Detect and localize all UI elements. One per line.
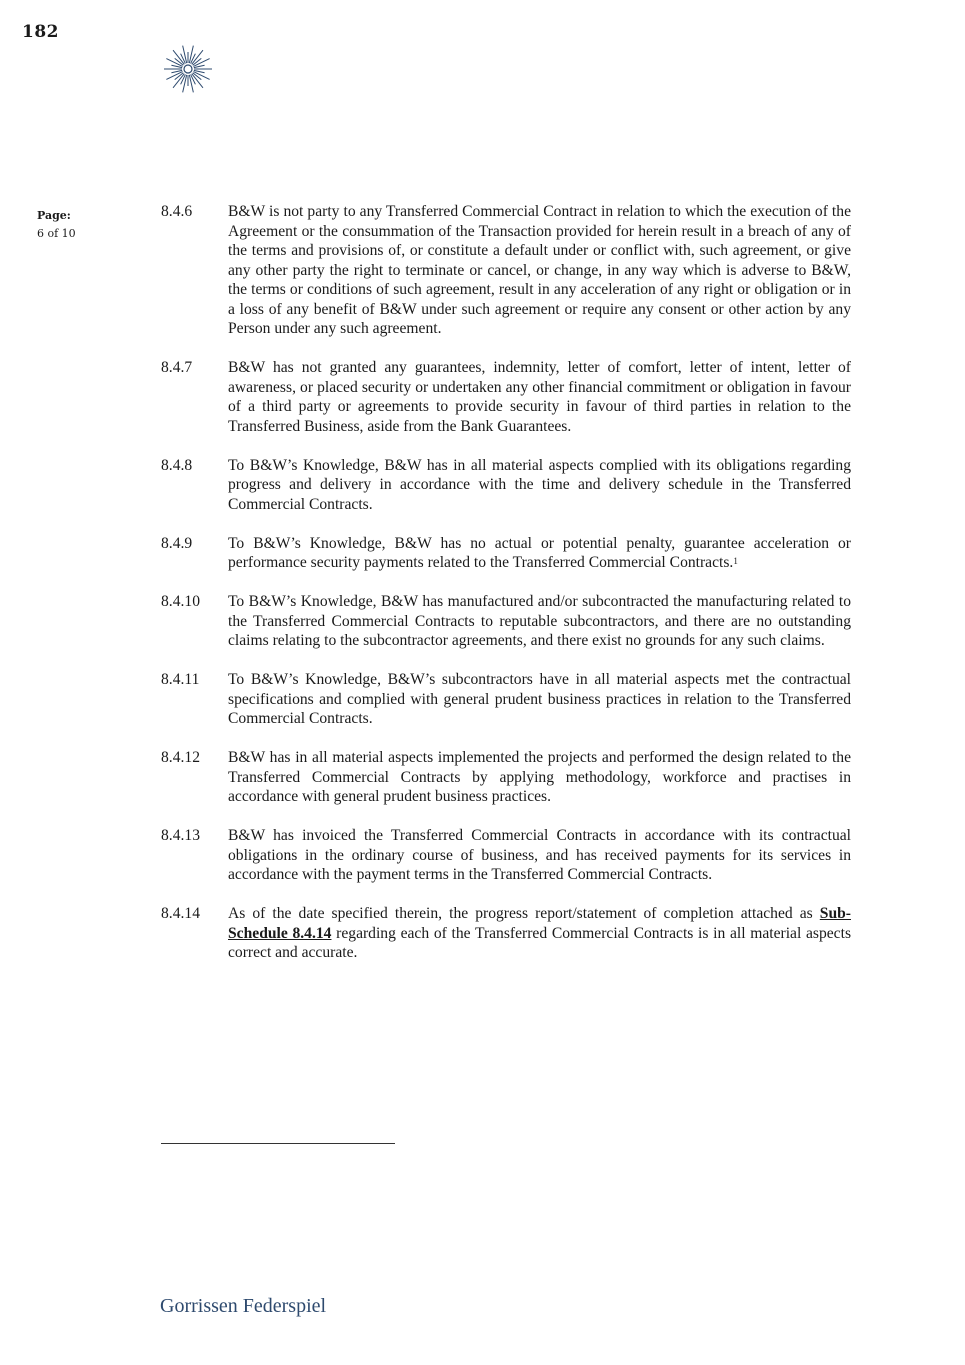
clause-text: B&W has not granted any guarantees, indemnity, letter of comfort, letter of intent, letter of awareness, or placed security or undertaken any other financial commitment or obligation in favour of a third party or agreements to provide security in favour of third parties in relation to the Transferred Business, aside from the Bank Guarantees.	[228, 359, 851, 435]
footnote-divider	[161, 1143, 395, 1144]
starburst-icon	[159, 44, 217, 94]
clause-number: 8.4.14	[161, 905, 200, 922]
clause-text: To B&W’s Knowledge, B&W has in all material aspects complied with its obligations regarding progress and delivery in accordance with the time and delivery schedule in the Transferred Commercial Contracts.	[228, 456, 851, 513]
clause-text-after: regarding each of the Transferred Commercial Contracts is in all material aspects correct and accurate.	[228, 924, 852, 961]
clause-8-4-6	[161, 202, 851, 339]
clause-text: B&W has invoiced the Transferred Commercial Contracts in accordance with its contractual obligations in the ordinary course of business, and has received payments for its services in accordance with the payment terms in the Transferred Commercial Contracts.	[228, 827, 851, 883]
clause-number: 8.4.13	[161, 827, 200, 844]
starburst-ray	[189, 46, 193, 64]
clause-text	[228, 904, 851, 963]
clause-number: 8.4.9	[161, 534, 193, 552]
clause-8-4-7	[161, 358, 851, 436]
starburst-ray	[183, 75, 187, 93]
starburst-ray	[189, 75, 193, 93]
footnote-marker: 1	[733, 556, 738, 566]
clause-8-4-9	[161, 534, 851, 573]
clause-text: To B&W’s Knowledge, B&W’s subcontractors have in all material aspects met the contractual specifications and complied with general prudent business practices in relation to the Transferred Commercial Contracts.	[228, 671, 851, 727]
clause-number: 8.4.7	[161, 359, 193, 376]
clause-text	[228, 534, 851, 573]
clause-number: 8.4.12	[161, 749, 200, 766]
page-indicator-label: Page:	[37, 209, 71, 222]
clause-8-4-12	[161, 748, 851, 807]
page-indicator-value: 6 of 10	[37, 227, 76, 240]
clause-8-4-8	[161, 456, 851, 515]
starburst-ray	[183, 46, 187, 64]
page-number: 182	[22, 22, 59, 42]
clause-list	[161, 202, 851, 982]
clause-number: 8.4.11	[161, 671, 200, 688]
clause-8-4-14	[161, 904, 851, 963]
clause-number: 8.4.10	[161, 593, 200, 610]
clause-text-before: As of the date specified therein, the progress report/statement of completion attached as	[228, 905, 820, 922]
sub-schedule-reference: Sub-Schedule 8.4.14	[228, 905, 851, 942]
clause-8-4-10	[161, 592, 851, 651]
clause-8-4-13	[161, 826, 851, 885]
clause-number: 8.4.8	[161, 456, 193, 474]
clause-text: B&W is not party to any Transferred Commercial Contract in relation to which the execution of the Agreement or the consummation of the Transaction provided for herein result in a breach of any of the terms and provisions of, or constitute a default under or conflict with, such agreement, or give any other party the right to terminate or cancel, or change, in any way which is adverse to B&W, the terms or conditions of such agreement, result in any acceleration of any right or obligation or in a loss of any benefit of B&W under such agreement or require any consent or other action by any Person under any such agreement.	[228, 203, 851, 337]
clause-number: 8.4.6	[161, 203, 193, 220]
clause-8-4-11	[161, 670, 851, 729]
brand-wordmark: Gorrissen Federspiel	[160, 1295, 327, 1317]
clause-text: B&W has in all material aspects implemented the projects and performed the design related to the Transferred Commercial Contracts by applying methodology, workforce and practises in accordance with general prudent business practices.	[228, 749, 851, 805]
page-indicator	[37, 207, 76, 243]
clause-text: To B&W’s Knowledge, B&W has manufactured and/or subcontracted the manufacturing related to the Transferred Commercial Contracts to reputable subcontractors, and there are no outstanding claims relating to the subcontractor agreements, and there exist no grounds for any such claims.	[228, 593, 851, 649]
clause-text-body: To B&W’s Knowledge, B&W has no actual or potential penalty, guarantee acceleration or performance security payments related to the Transferred Commercial Contracts.	[228, 534, 851, 571]
